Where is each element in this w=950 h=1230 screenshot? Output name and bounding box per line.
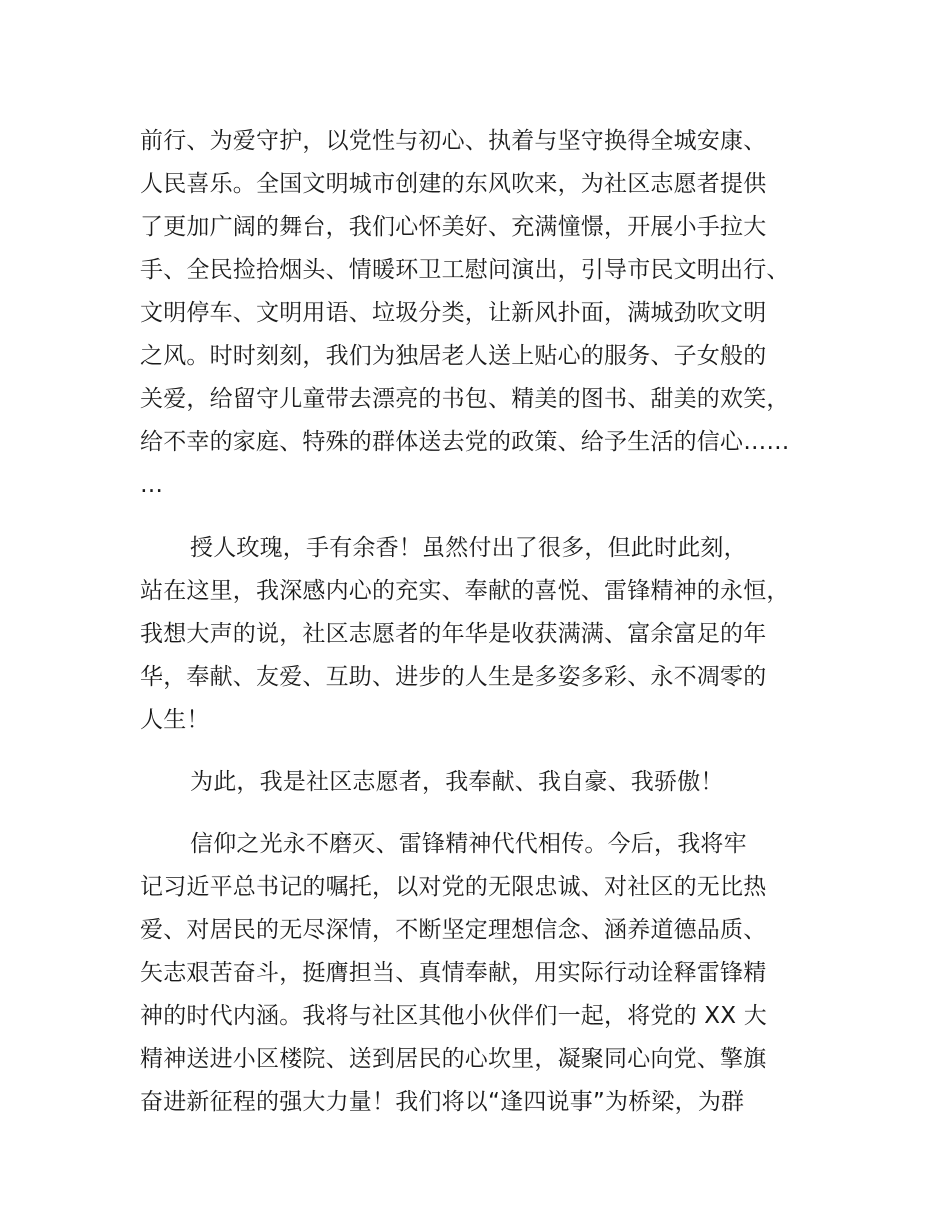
text-line: 爱、对居民的无尽深情，不断坚定理想信念、涵养道德品质、 — [140, 917, 767, 943]
text-line: 华，奉献、友爱、互助、进步的人生是多姿多彩、永不凋零的 — [140, 664, 767, 690]
text-line: 人民喜乐。全国文明城市创建的东风吹来，为社区志愿者提供 — [140, 171, 767, 197]
paragraph-first-line: 为此，我是社区志愿者，我奉献、我自豪、我骄傲！ — [190, 769, 724, 795]
text-line: 文明停车、文明用语、垃圾分类，让新风扑面，满城劲吹文明 — [140, 300, 767, 326]
text-line: 给不幸的家庭、特殊的群体送去党的政策、给予生活的信心…… — [140, 429, 790, 455]
text-line: 手、全民捡拾烟头、情暖环卫工慰问演出，引导市民文明出行、 — [140, 257, 790, 283]
text-line: 我想大声的说，社区志愿者的年华是收获满满、富余富足的年 — [140, 621, 767, 647]
text-line: 前行、为爱守护，以党性与初心、执着与坚守换得全城安康、 — [140, 128, 767, 154]
text-line: 关爱，给留守儿童带去漂亮的书包、精美的图书、甜美的欢笑， — [140, 386, 790, 412]
text-line: 之风。时时刻刻，我们为独居老人送上贴心的服务、子女般的 — [140, 343, 767, 369]
paragraph-first-line: 信仰之光永不磨灭、雷锋精神代代相传。今后，我将牢 — [190, 831, 747, 857]
paragraph-first-line: 授人玫瑰，手有余香！虽然付出了很多，但此时此刻， — [190, 535, 747, 561]
text-line: 精神送进小区楼院、送到居民的心坎里，凝聚同心向党、擎旗 — [140, 1046, 767, 1072]
text-line: 奋进新征程的强大力量！我们将以“逢四说事”为桥梁，为群 — [140, 1089, 745, 1115]
text-line: 神的时代内涵。我将与社区其他小伙伴们一起，将党的 XX 大 — [140, 1003, 767, 1029]
text-line: 记习近平总书记的嘱托，以对党的无限忠诚、对社区的无比热 — [140, 874, 767, 900]
text-line: … — [140, 472, 164, 498]
text-line: 了更加广阔的舞台，我们心怀美好、充满憧憬，开展小手拉大 — [140, 214, 767, 240]
text-line: 站在这里，我深感内心的充实、奉献的喜悦、雷锋精神的永恒， — [140, 578, 790, 604]
text-line: 矢志艰苦奋斗，挺膺担当、真情奉献，用实际行动诠释雷锋精 — [140, 960, 767, 986]
text-line: 人生！ — [140, 707, 210, 733]
